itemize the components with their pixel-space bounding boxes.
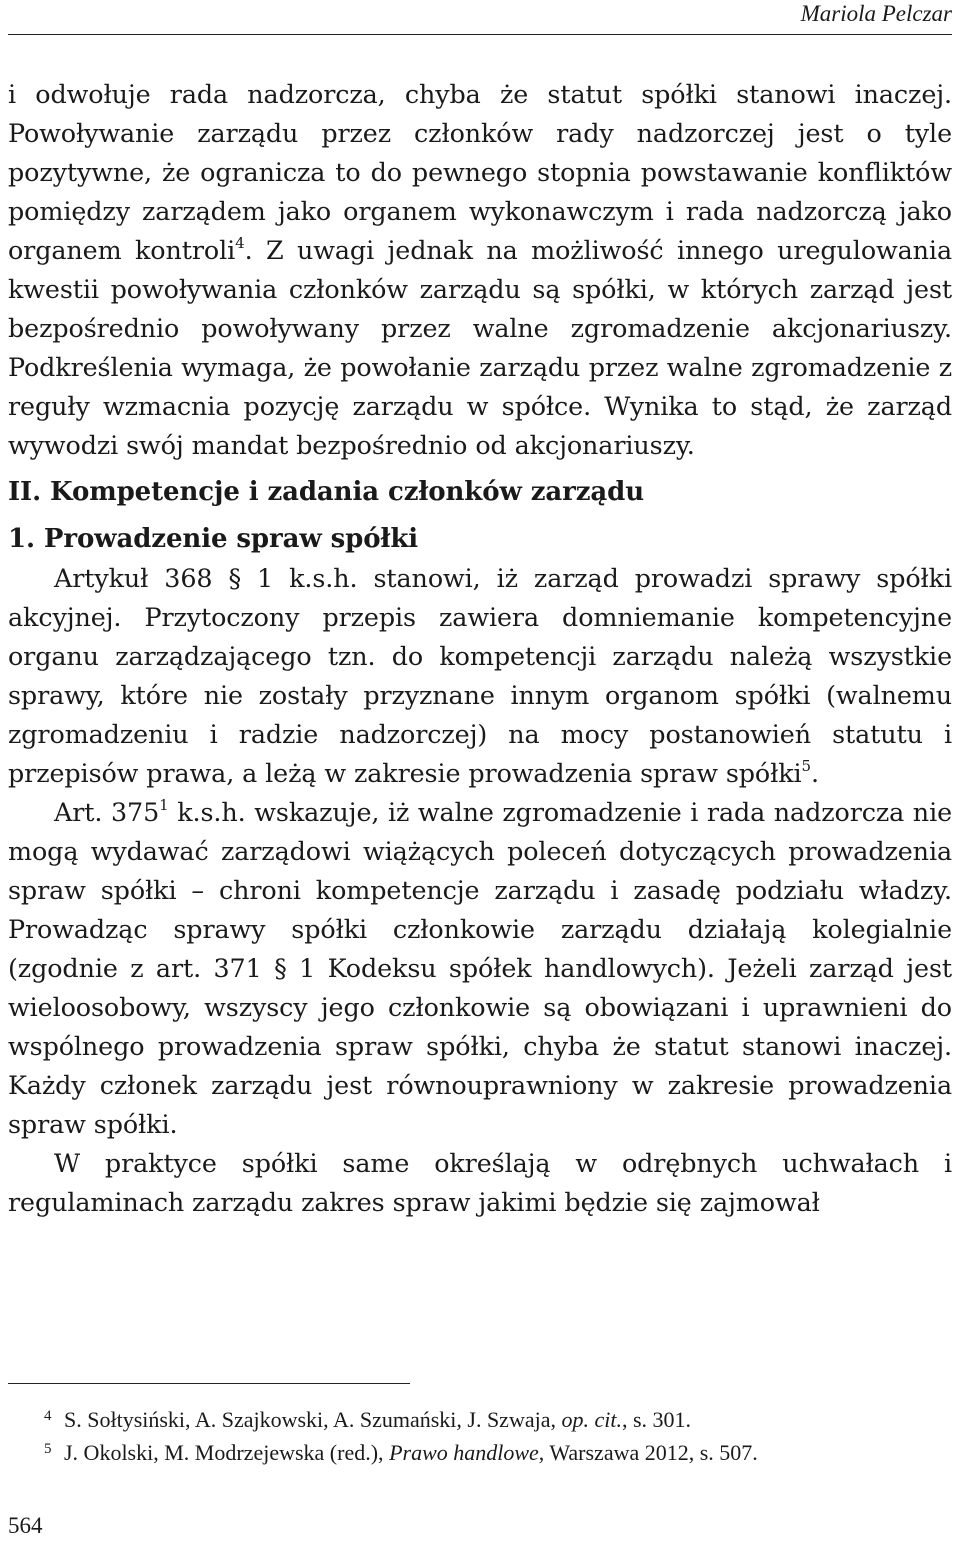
paragraph-3-text-a: Art. 375 [54,797,160,827]
body-text [8,75,952,1222]
paragraph-1-text-a: i odwołuje rada nadzorcza, chyba że statut spółki stanowi inaczej. Powoływanie zarządu przez członków rady nadzorczej jest o tyle pozytywne, że ogranicza to do pewnego stopnia powstawanie konfliktów pomiędzy zarządem jako organem wykonawczym i rada nadzorczą jako organem kontroli [8,79,952,265]
paragraph-3 [8,793,952,1144]
footnote-text [44,1407,691,1432]
footnote-italic: Prawo handlowe [389,1440,539,1465]
footnote-ref-5[interactable]: 5 [801,757,811,775]
footnote-italic: op. cit. [561,1407,622,1432]
spacer [8,512,952,520]
paragraph-3-text-b: k.s.h. wskazuje, iż walne zgromadzenie i rada nadzorcza nie mogą wydawać zarządowi wiążących poleceń dotyczących prowadzenia spraw spółki – chroni kompetencje zarządu i zasadę podziału władzy. Prowadząc sprawy spółki członkowie zarządu działają kolegialnie (zgodnie z art. 371 § 1 Kodeksu spółek handlowych). Jeżeli zarząd jest wieloosobowy, wszyscy jego członkowie są obowiązani i uprawnieni do wspólnego prowadzenia spraw spółki, chyba że statut stanowi inaczej. Każdy członek zarządu jest równouprawniony w zakresie prowadzenia spraw spółki. [8,797,953,1139]
header-rule [8,34,952,35]
footnote-ref-4[interactable]: 4 [235,234,245,252]
paragraph-4: W praktyce spółki same określają w odrębnych uchwałach i regulaminach zarządu zakres spraw jakimi będzie się zajmował [8,1148,952,1217]
footnote-text-part: J. Okolski, M. Modrzejewska (red.), [64,1440,390,1465]
spacer [8,465,952,473]
footnote-text-part: S. Sołtysiński, A. Szajkowski, A. Szumański, J. Szwaja, [64,1407,562,1432]
paragraph-2-text-a: Artykuł 368 § 1 k.s.h. stanowi, iż zarząd prowadzi sprawy spółki akcyjnej. Przytoczony przepis zawiera domniemanie kompetencyjne organu zarządzającego tzn. do kompetencji zarządu należą wszystkie sprawy, które nie zostały przyznane innym organom spółki (walnemu zgromadzeniu i radzie nadzorczej) na mocy postanowień statutu i przepisów prawa, a leżą w zakresie prowadzenia spraw spółki [8,563,952,788]
footnote-text-part: , s. 301. [621,1407,692,1432]
section-heading: II. Kompetencje i zadania członków zarządu [8,477,644,507]
footnote-4 [44,1403,944,1436]
article-superscript: 1 [159,796,169,814]
paragraph-2-text-b: . [811,758,819,788]
footnote-rule [8,1383,410,1384]
page-number: 564 [8,1513,43,1538]
paragraph-1-text-b: . Z uwagi jednak na możliwość innego uregulowania kwestii powoływania członków zarządu są spółki, w których zarząd jest bezpośrednio powoływany przez walne zgromadzenie akcjonariuszy. Podkreślenia wymaga, że powołanie zarządu przez walne zgromadzenie z reguły wzmacnia pozycję zarządu w spółce. Wynika to stąd, że zarząd wywodzi swój mandat bezpośrednio od akcjonariuszy. [8,235,952,460]
footnote-5 [44,1436,944,1469]
paragraph-1 [8,75,952,465]
footnote-mark: 4 [44,1408,52,1424]
footnote-text [44,1440,758,1465]
subsection-heading: 1. Prowadzenie spraw spółki [8,524,419,554]
running-header-author: Mariola Pelczar [800,1,952,26]
footnotes [44,1403,944,1469]
footnote-mark: 5 [44,1441,52,1457]
footnote-text-part: , Warszawa 2012, s. 507. [538,1440,758,1465]
paragraph-2 [8,559,952,793]
